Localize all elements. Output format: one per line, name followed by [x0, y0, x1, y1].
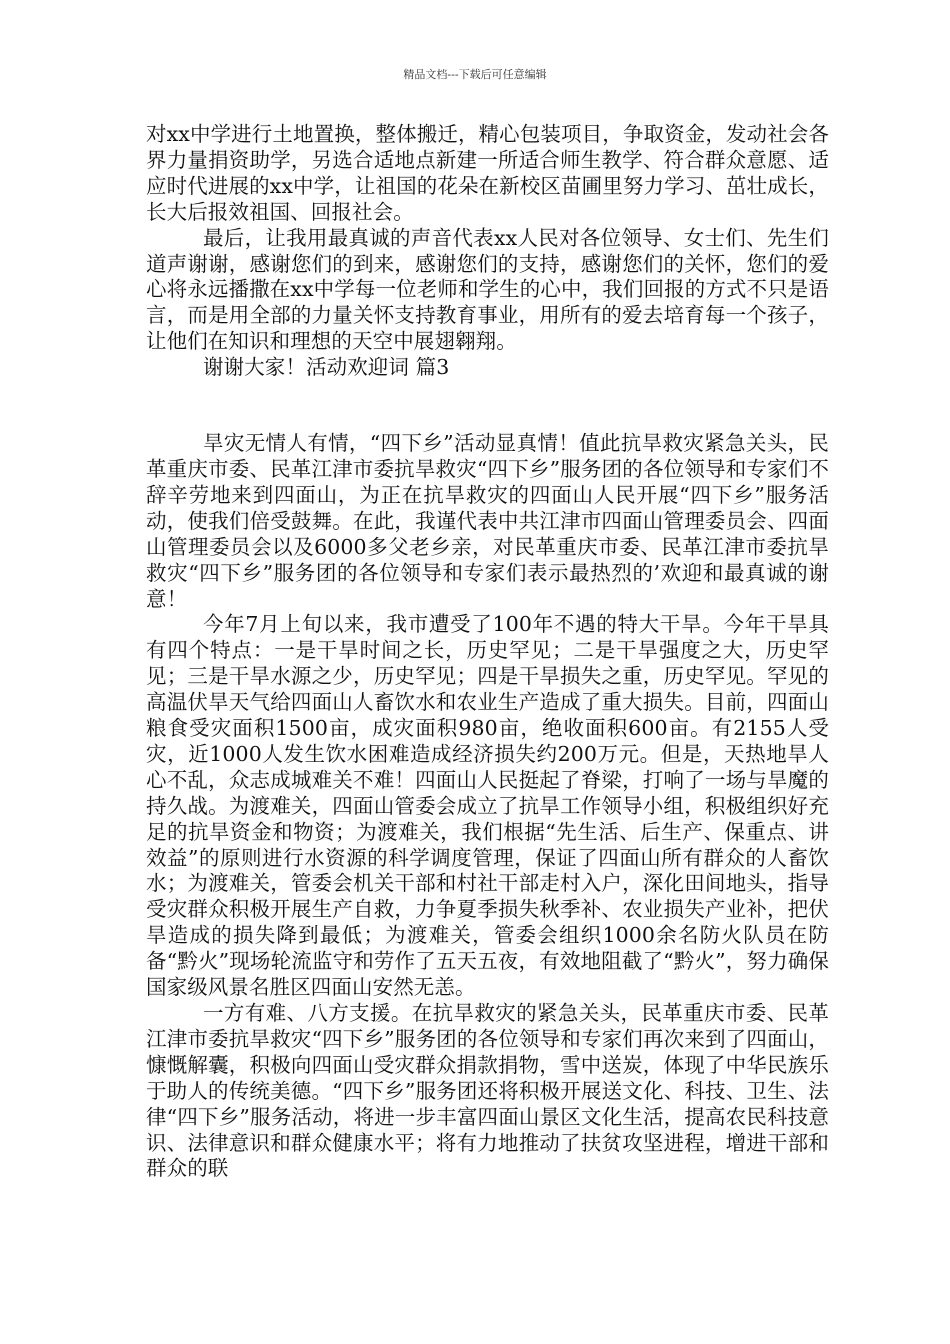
paragraph-support: 一方有难、八方支援。在抗旱救灾的紧急关头，民革重庆市委、民革江津市委抗旱救灾“四下乡”服务团的各位领导和专家们再次来到了四面山，慷慨解囊，积极向四面山受灾群众捐款捐物，雪中送炭，体现了中华民族乐于助人的传统美德。“四下乡”服务团还将积极开展送文化、科技、卫生、法律“四下乡”服务活动，将进一步丰富四面山景区文化生活，提高农民科技意识、法律意识和群众健康水平；将有力地推动了扶贫攻坚进程，增进干部和群众的联 [146, 1001, 829, 1181]
paragraph-drought: 今年7月上旬以来，我市遭受了100年不遇的特大干旱。今年干旱具有四个特点：一是干旱时间之长，历史罕见；二是干旱强度之大，历史罕见；三是干旱水源之少，历史罕见；四是干旱损失之重，历史罕见。罕见的高温伏旱天气给四面山人畜饮水和农业生产造成了重大损失。目前，四面山粮食受灾面积1500亩，成灾面积980亩，绝收面积600亩。有2155人受灾，近1000人发生饮水困难造成经济损失约200万元。但是，天热地旱人心不乱，众志成城难关不难！四面山人民挺起了脊梁，打响了一场与旱魔的持久战。为渡难关，四面山管委会成立了抗旱工作领导小组，积极组织好充足的抗旱资金和物资；为渡难关，我们根据“先生活、后生产、保重点、讲效益”的原则进行水资源的科学调度管理，保证了四面山所有群众的人畜饮水；为渡难关，管委会机关干部和村社干部走村入户，深化田间地头，指导受灾群众积极开展生产自救，力争夏季损失秋季补、农业损失产业补，把伏旱造成的损失降到最低；为渡难关，管委会组织1000余名防火队员在防备“黔火”现场轮流监守和劳作了五天五夜，有效地阻截了“黔火”，努力确保国家级风景名胜区四面山安然无恙。 [146, 612, 829, 1000]
document-body [146, 122, 829, 1182]
page-header: 精品文档---下载后可任意编辑 [403, 68, 547, 81]
paragraph-closing-thanks: 最后，让我用最真诚的声音代表xx人民对各位领导、女士们、先生们道声谢谢，感谢您们的到来，感谢您们的支持，感谢您们的关怀，您们的爱心将永远播撒在xx中学每一位老师和学生的心中，我们回报的方式不只是语言，而是用全部的力量关怀支持教育事业，用所有的爱去培育每一个孩子，让他们在知识和理想的天空中展翅翱翔。 [146, 225, 829, 354]
paragraph-welcome: 旱灾无情人有情，“四下乡”活动显真情！值此抗旱救灾紧急关头，民革重庆市委、民革江津市委抗旱救灾“四下乡”服务团的各位领导和专家们不辞辛劳地来到四面山，为正在抗旱救灾的四面山人民开展“四下乡”服务活动，使我们倍受鼓舞。在此，我谨代表中共江津市四面山管理委员会、四面山管理委员会以及6000多父老乡亲，对民革重庆市委、民革江津市委抗旱救灾“四下乡”服务团的各位领导和专家们表示最热烈的’欢迎和最真诚的谢意！ [146, 431, 829, 611]
blank-spacer [146, 381, 829, 431]
section-heading: 谢谢大家！活动欢迎词 篇3 [203, 355, 450, 380]
paragraph-continuation: 对xx中学进行土地置换，整体搬迁，精心包装项目，争取资金，发动社会各界力量捐资助学，另选合适地点新建一所适合师生教学、符合群众意愿、适应时代进展的xx中学，让祖国的花朵在新校区苗圃里努力学习、茁壮成长，长大后报效祖国、回报社会。 [146, 122, 829, 224]
